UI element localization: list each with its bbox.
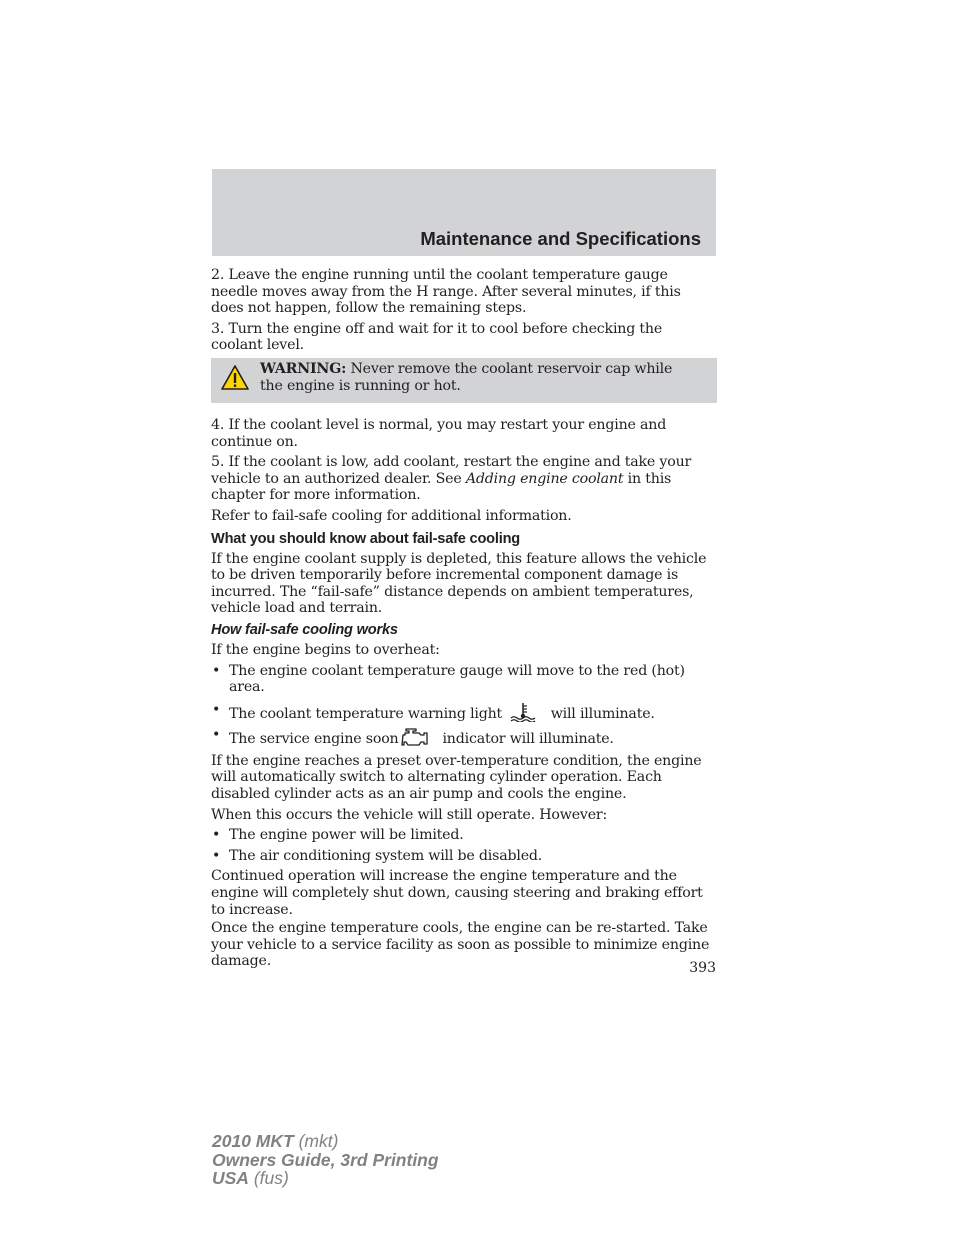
bullet-text-a: The service engine soon [229,731,399,748]
preset-text: If the engine reaches a preset over-temperature condition, the engine will automatically switch to alternating cylinder operation. Each disabled cylinder acts as an air pump and cools the engine. [211,752,702,803]
footer-line-1 [212,1132,439,1151]
step-5-text-a: 5. If the coolant is low, add coolant, restart the engine and take your vehicle to an authorized dealer. See [211,454,692,487]
bullet-text: The air conditioning system will be disabled. [229,847,543,864]
failsafe-subheading: How fail-safe cooling works [211,621,398,638]
continued-text: Continued operation will increase the engine temperature and the engine will completely shut down, causing steering and braking effort to increase. [211,868,703,918]
warning-label: WARNING: [260,360,347,377]
section-title: Maintenance and Specifications [420,228,701,249]
step-2: 2. Leave the engine running until the coolant temperature gauge needle moves away from the H range. After several minutes, if this does not happen, follow the remaining steps. [211,267,681,317]
coolant-temperature-icon [510,702,536,722]
once-text: Once the engine temperature cools, the engine can be re-started. Take your vehicle to a service facility as soon as possible to minimize engine damage. [211,920,710,970]
footer-model: 2010 MKT [212,1131,294,1151]
warning-box [211,358,717,403]
check-engine-icon [400,727,432,747]
page-content [211,267,717,970]
when-text: When this occurs the vehicle will still operate. However: [211,806,608,823]
step-5-text-b: in this chapter for more information. [211,470,672,504]
list-item [211,663,717,696]
bullet-text: The engine power will be limited. [229,827,464,844]
bullet-text: The engine coolant temperature gauge will move to the red (hot) area. [229,662,685,696]
step-5 [211,454,717,504]
footer-line-3 [212,1169,439,1188]
bullet-text-b: indicator will illuminate. [442,731,614,748]
refer-text: Refer to fail-safe cooling for additional information. [211,507,572,524]
footer-market-code: (fus) [248,1168,289,1188]
bullet-text-b: will illuminate. [550,705,655,722]
page-number: 393 [689,960,716,976]
list-item [211,727,717,748]
overheat-text: If the engine begins to overheat: [211,641,440,658]
footer-market: USA [212,1168,249,1188]
bullet-text-a: The coolant temperature warning light [229,705,503,722]
step-4: 4. If the coolant level is normal, you may restart your engine and continue on. [211,416,667,450]
bullet-icon: • [212,847,221,864]
adding-coolant-reference: Adding engine coolant [465,470,624,487]
warning-triangle-icon [220,364,250,391]
bullet-icon: • [212,662,221,679]
failsafe-heading: What you should know about fail-safe cooling [211,530,521,547]
failsafe-intro: If the engine coolant supply is depleted, this feature allows the vehicle to be driven temporarily before incremental component damage is incurred. The “fail-safe” distance depends on ambient temperatures, vehicle load and terrain. [211,550,707,617]
bullet-icon: • [212,727,221,744]
warning-text: Never remove the coolant reservoir cap while the engine is running or hot. [260,360,673,394]
footer-line-2: Owners Guide, 3rd Printing [212,1149,439,1170]
list-item [211,827,717,844]
bullet-icon: • [212,827,221,844]
section-header [212,169,716,256]
bullet-icon: • [212,701,221,718]
list-item [211,848,717,865]
list-item [211,702,717,723]
footer [212,1132,439,1188]
step-3: 3. Turn the engine off and wait for it to cool before checking the coolant level. [211,320,663,354]
footer-model-code: (mkt) [293,1131,339,1151]
